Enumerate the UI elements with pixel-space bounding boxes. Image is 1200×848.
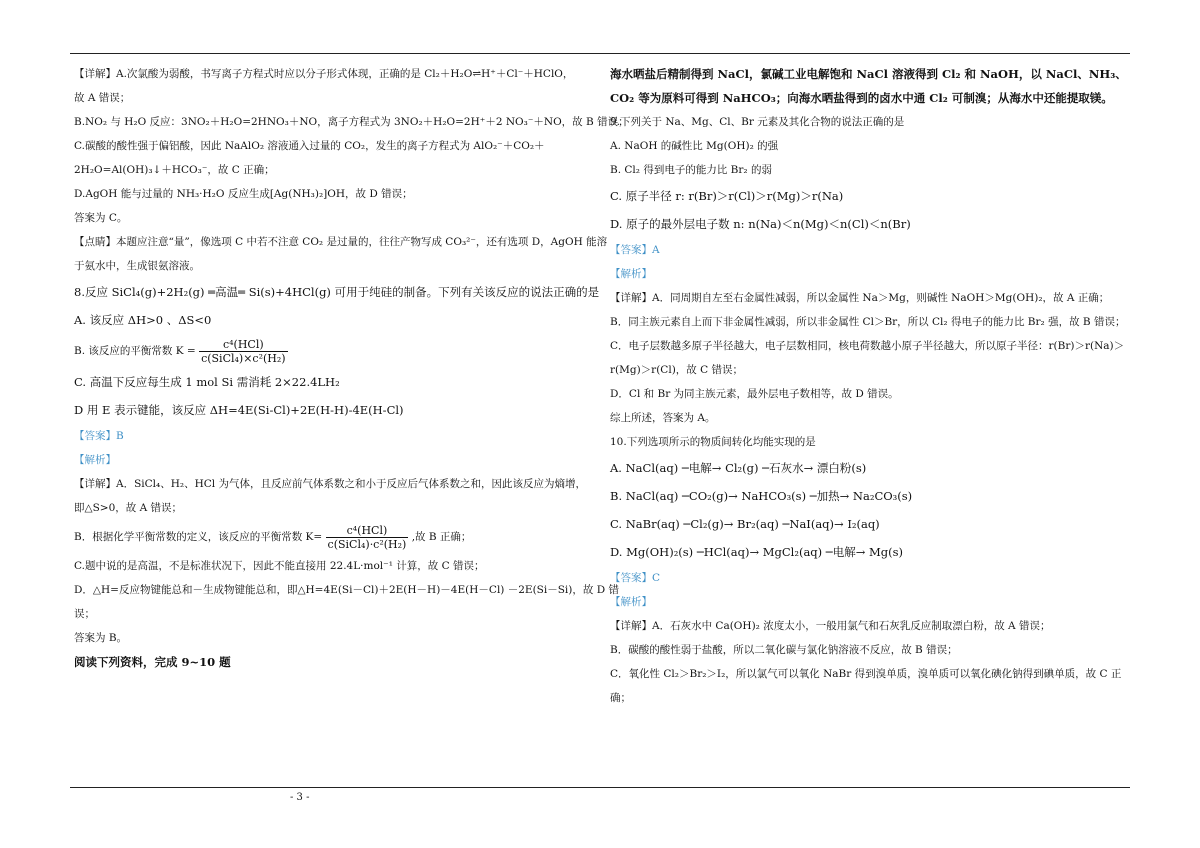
text-line: C.碳酸的酸性强于偏铝酸，因此 NaAlO₂ 溶液通入过量的 CO₂，发生的离子方程式为 AlO₂⁻＋CO₂＋ xyxy=(74,140,545,152)
text-line: 【详解】A．石灰水中 Ca(OH)₂ 浓度太小，一般用氯气和石灰乳反应制取漂白粉，故 A 错误； xyxy=(610,620,1051,632)
text-line: 综上所述，答案为 A。 xyxy=(610,412,716,424)
question-9-stem: 9.下列关于 Na、Mg、Cl、Br 元素及其化合物的说法正确的是 xyxy=(610,116,905,128)
fraction-denominator: c(SiCl₄)·c²(H₂) xyxy=(327,537,407,551)
text-line: 【详解】A.次氯酸为弱酸，书写离子方程式时应以分子形式体现，正确的是 Cl₂＋H₂O⇌H⁺＋Cl⁻＋HClO， xyxy=(74,68,574,80)
option-d: D 用 E 表示键能，该反应 ΔH=4E(Si-Cl)+2E(H-H)-4E(H-Cl) xyxy=(74,403,404,417)
option-c: C. 高温下反应每生成 1 mol Si 需消耗 2×22.4LH₂ xyxy=(74,375,340,389)
answer-tag: 【答案】C xyxy=(610,572,661,584)
analysis-tag: 【解析】 xyxy=(74,454,116,466)
bottom-rule xyxy=(70,787,1130,788)
text-line: D．Cl 和 Br 为同主族元素，最外层电子数相等，故 D 错误。 xyxy=(610,388,899,400)
analysis-tag: 【解析】 xyxy=(610,268,652,280)
equilibrium-constant-fraction xyxy=(199,338,288,365)
option-a: A. 该反应 ΔH>0 、ΔS<0 xyxy=(74,313,212,327)
answer-tag: 【答案】A xyxy=(610,244,660,256)
text-line: 确； xyxy=(610,692,631,704)
option-a: A. NaOH 的碱性比 Mg(OH)₂ 的强 xyxy=(610,140,779,152)
material-line: CO₂ 等为原料可得到 NaHCO₃；向海水晒盐得到的卤水中通 Cl₂ 可制溴；从海水中还能提取镁。 xyxy=(610,91,1113,105)
answer-tag: 【答案】B xyxy=(74,430,124,442)
fraction-numerator: c⁴(HCl) xyxy=(199,338,288,352)
option-b xyxy=(74,334,594,368)
text-line: 【详解】A．同周期自左至右金属性减弱，所以金属性 Na＞Mg，则碱性 NaOH＞Mg(OH)₂，故 A 正确； xyxy=(610,292,1110,304)
text-line: D.AgOH 能与过量的 NH₃·H₂O 反应生成[Ag(NH₃)₂]OH，故 D 错误； xyxy=(74,188,413,200)
material-line: 海水晒盐后精制得到 NaCl，氯碱工业电解饱和 NaCl 溶液得到 Cl₂ 和 NaOH，以 NaCl、NH₃、 xyxy=(610,67,1127,81)
option-d: D. 原子的最外层电子数 n: n(Na)＜n(Mg)＜n(Cl)＜n(Br) xyxy=(610,217,911,231)
option-b: B. NaCl(aq) ─CO₂(g)→ NaHCO₃(s) ─加热→ Na₂CO₃(s) xyxy=(610,489,913,503)
text-line: 2H₂O=Al(OH)₃↓＋HCO₃⁻，故 C 正确； xyxy=(74,164,275,176)
text-line: 误； xyxy=(74,608,95,620)
explanation-b-text: B．根据化学平衡常数的定义，该反应的平衡常数 K= xyxy=(74,531,323,543)
text-line: B.NO₂ 与 H₂O 反应：3NO₂＋H₂O=2HNO₃＋NO，离子方程式为 3NO₂＋H₂O=2H⁺＋2 NO₃⁻＋NO，故 B 错误； xyxy=(74,116,629,128)
equilibrium-constant-fraction-2 xyxy=(326,524,409,551)
reading-heading: 阅读下列资料，完成 9~10 题 xyxy=(74,655,231,669)
fraction-numerator: c⁴(HCl) xyxy=(326,524,409,538)
option-c: C. 原子半径 r: r(Br)＞r(Cl)＞r(Mg)＞r(Na) xyxy=(610,189,844,203)
option-b: B. Cl₂ 得到电子的能力比 Br₂ 的弱 xyxy=(610,164,772,176)
text-line: B．同主族元素自上而下非金属性减弱，所以非金属性 Cl＞Br，所以 Cl₂ 得电子的能力比 Br₂ 强，故 B 错误； xyxy=(610,316,1126,328)
text-line: 【详解】A．SiCl₄、H₂、HCl 为气体，且反应前气体系数之和小于反应后气体系数之和，因此该反应为熵增， xyxy=(74,478,586,490)
left-column xyxy=(74,62,629,674)
option-b-text: B. 该反应的平衡常数 K = xyxy=(74,345,196,357)
explanation-b-tail: ,故 B 正确； xyxy=(411,531,472,543)
text-line: D．△H=反应物键能总和－生成物键能总和，即△H=4E(Si－Cl)＋2E(H－H)－4E(H－Cl) －2E(Si－Si)，故 D 错 xyxy=(74,584,619,596)
text-line: C．电子层数越多原子半径越大，电子层数相同，核电荷数越小原子半径越大，所以原子半径：r(Br)＞r(Na)＞ xyxy=(610,340,1125,352)
right-column xyxy=(610,62,1132,710)
option-d: D. Mg(OH)₂(s) ─HCl(aq)→ MgCl₂(aq) ─电解→ Mg(s) xyxy=(610,545,904,559)
option-a: A. NaCl(aq) ─电解→ Cl₂(g) ─石灰水→ 漂白粉(s) xyxy=(610,461,867,475)
text-line: 即△S>0，故 A 错误； xyxy=(74,502,183,514)
text-line: 故 A 错误； xyxy=(74,92,131,104)
question-8-stem: 8.反应 SiCl₄(g)+2H₂(g) ═高温═ Si(s)+4HCl(g) 可用于纯硅的制备。下列有关该反应的说法正确的是 xyxy=(74,285,600,299)
text-line: 答案为 C。 xyxy=(74,212,128,224)
top-rule xyxy=(70,53,1130,54)
text-line: C．氧化性 Cl₂＞Br₂＞I₂，所以氯气可以氧化 NaBr 得到溴单质，溴单质可以氧化碘化钠得到碘单质，故 C 正 xyxy=(610,668,1122,680)
text-line: 于氨水中，生成银氨溶液。 xyxy=(74,260,200,272)
fraction-denominator: c(SiCl₄)×c²(H₂) xyxy=(201,351,286,365)
option-c: C. NaBr(aq) ─Cl₂(g)→ Br₂(aq) ─NaI(aq)→ I₂(aq) xyxy=(610,517,880,531)
text-line: C.题中说的是高温，不是标准状况下，因此不能直接用 22.4L·mol⁻¹ 计算，故 C 错误； xyxy=(74,560,485,572)
explanation-b xyxy=(74,520,594,554)
question-10-stem: 10.下列选项所示的物质间转化均能实现的是 xyxy=(610,436,816,448)
text-line: 【点睛】本题应注意“量”，像选项 C 中若不注意 CO₂ 是过量的，往往产物写成 CO₃²⁻，还有选项 D，AgOH 能溶 xyxy=(74,236,608,248)
text-line: 答案为 B。 xyxy=(74,632,128,644)
text-line: B．碳酸的酸性弱于盐酸，所以二氧化碳与氯化钠溶液不反应，故 B 错误； xyxy=(610,644,958,656)
text-line: r(Mg)＞r(Cl)，故 C 错误； xyxy=(610,364,743,376)
analysis-tag: 【解析】 xyxy=(610,596,652,608)
page-number: - 3 - xyxy=(290,792,310,803)
